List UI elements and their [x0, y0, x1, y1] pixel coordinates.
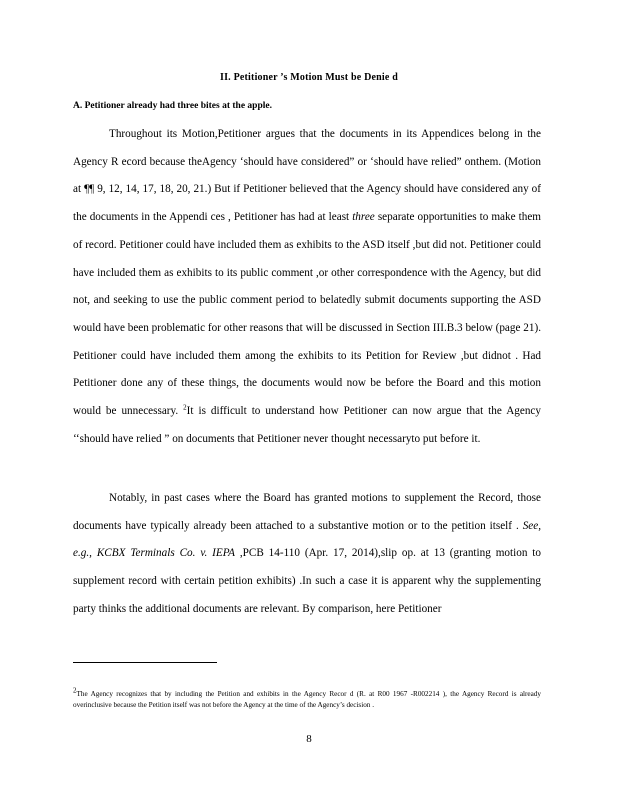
footnote-reference: 2 — [183, 403, 187, 412]
para1-text-b: separate opportunities to make them of record. Petitioner could have included them as exhibits to the ASD itself ,but did not. Petitioner could have included them as exhibits to its public comment ,or other correspondence with the Agency, but did not, and seeking to use the public comment period to belatedly submit documents supporting the ASD would have been problematic for other reasons that will be discussed in Section III.B.3 below (page 21). Petitioner could have included them among the exhibits to its Petition for Review ,but didnot . Had Petitioner done any of these things, the documents would now be before the Board and this motion would be unnecessary. — [73, 211, 541, 418]
footnote — [73, 686, 541, 710]
para1-text-a: Throughout its Motion,Petitioner argues that the documents in its Appendices belong in the Agency R ecord because theAgency ‘should have considered” or ‘should have relied” onthem. (Motion at ¶¶ 9, 12, 14, 17, 18, 20, 21.) But if Petitioner believed that the Agency should have considered any of the documents in the Appendi ces , Petitioner has had at least — [73, 128, 541, 224]
para2-text-a: Notably, in past cases where the Board has granted motions to supplement the Record, those documents have typically already been attached to a substantive motion or to the petition itself . — [73, 492, 541, 532]
section-heading: II. Petitioner ’s Motion Must be Denie d — [220, 72, 398, 83]
body-paragraph-2 — [73, 485, 541, 624]
footnote-text: The Agency recognizes that by including the Petition and exhibits in the Agency Recor d (R. at R00 1967 -R002214 ), the Agency Record is already overinclusive because the Petition itself was not before the Agency at the time of the Agency’s decision . — [73, 690, 541, 709]
body-paragraph-1 — [73, 121, 541, 453]
para2-text-b: ,PCB 14-110 (Apr. 17, 2014),slip op. at 13 (granting motion to supplement record with certain petition exhibits) .In such a case it is apparent why the supplementing party thinks the additional documents are relevant. By comparison, here Petitioner — [73, 547, 542, 615]
page-number: 8 — [306, 733, 312, 745]
para1-emphasis: three — [352, 211, 375, 224]
footnote-divider — [73, 662, 217, 663]
subsection-heading: A. Petitioner already had three bites at the apple. — [73, 101, 272, 111]
footnote-marker: 2 — [73, 686, 77, 695]
para1-text-c: It is difficult to understand how Petitioner can now argue that the Agency ‘‘should have relied ” on documents that Petitioner never thought necessaryto put before it. — [73, 405, 541, 445]
case-citation: See, e.g., KCBX Terminals Co. v. IEPA — [73, 519, 542, 560]
